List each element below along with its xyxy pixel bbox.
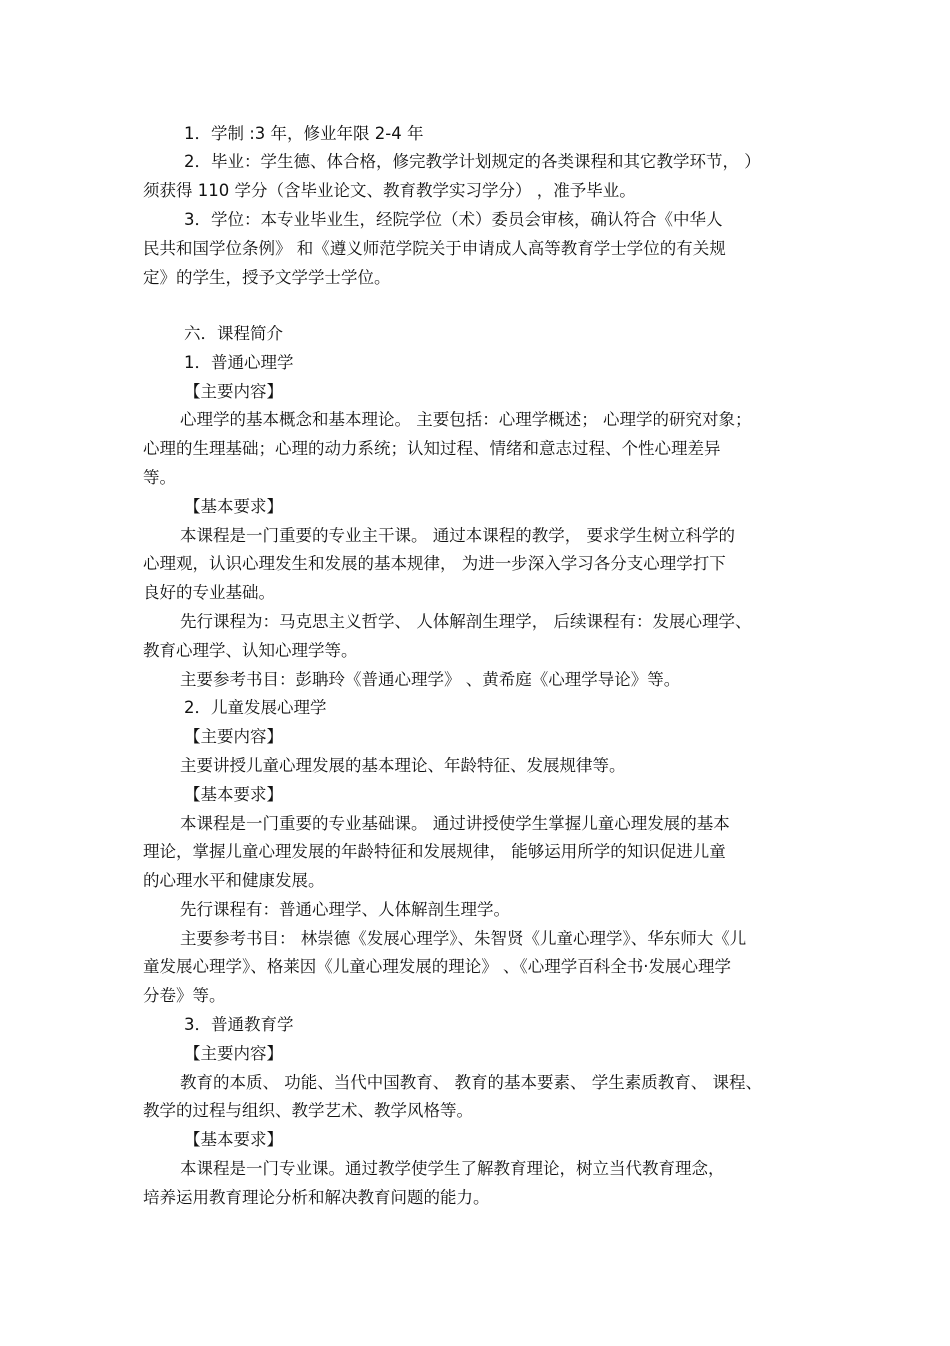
subheading: 【基本要求】	[184, 785, 283, 804]
text-line: 分卷》等。	[143, 986, 226, 1005]
text-line: 本课程是一门专业课。通过教学使学生了解教育理论，树立当代教育理念，	[180, 1159, 725, 1178]
text-line: 2．毕业：学生德、体合格，修完教学计划规定的各类课程和其它教学环节， ）	[184, 152, 761, 171]
text-line: 的心理水平和健康发展。	[143, 871, 325, 890]
text-line: 先行课程为：马克思主义哲学、 人体解剖生理学， 后续课程有：发展心理学、	[180, 612, 752, 631]
subheading: 【主要内容】	[184, 727, 283, 746]
text-line: 3．学位：本专业毕业生，经院学位（术）委员会审核，确认符合《中华人	[184, 210, 723, 229]
text-line: 本课程是一门重要的专业基础课。 通过讲授使学生掌握儿童心理发展的基本	[180, 814, 730, 833]
text-line: 教育心理学、认知心理学等。	[143, 641, 358, 660]
text-line: 心理观，认识心理发生和发展的基本规律， 为进一步深入学习各分支心理学打下	[143, 554, 726, 573]
text-line: 心理学的基本概念和基本理论。 主要包括：心理学概述； 心理学的研究对象；	[180, 410, 752, 429]
course-title: 2．儿童发展心理学	[184, 698, 327, 717]
text-line: 定》的学生，授予文学学士学位。	[143, 268, 391, 287]
text-line: 民共和国学位条例》 和《遵义师范学院关于申请成人高等教育学士学位的有关规	[143, 239, 726, 258]
text-line: 教育的本质、 功能、当代中国教育、 教育的基本要素、 学生素质教育、 课程、	[180, 1073, 762, 1092]
text-line: 良好的专业基础。	[143, 583, 275, 602]
subheading: 【主要内容】	[184, 1044, 283, 1063]
subheading: 【基本要求】	[184, 497, 283, 516]
text-line: 理论，掌握儿童心理发展的年龄特征和发展规律， 能够运用所学的知识促进儿童	[143, 842, 726, 861]
text-line: 童发展心理学》、格莱因《儿童心理发展的理论》 、《心理学百科全书·发展心理学	[143, 957, 731, 976]
text-line: 主要参考书目：彭聃玲《普通心理学》 、黄希庭《心理学导论》等。	[180, 670, 681, 689]
text-line: 主要讲授儿童心理发展的基本理论、年龄特征、发展规律等。	[180, 756, 626, 775]
course-title: 3．普通教育学	[184, 1015, 294, 1034]
text-line: 心理的生理基础；心理的动力系统；认知过程、情绪和意志过程、个性心理差异	[143, 439, 721, 458]
text-line: 1．学制 :3 年，修业年限 2-4 年	[184, 124, 424, 143]
course-title: 1．普通心理学	[184, 353, 294, 372]
text-line: 本课程是一门重要的专业主干课。 通过本课程的教学， 要求学生树立科学的	[180, 526, 735, 545]
text-line: 须获得 110 学分（含毕业论文、教育教学实习学分） ，准予毕业。	[143, 181, 636, 200]
subheading: 【基本要求】	[184, 1130, 283, 1149]
subheading: 【主要内容】	[184, 382, 283, 401]
section-heading: 六．课程简介	[184, 324, 283, 343]
text-line: 主要参考书目： 林崇德《发展心理学》、朱智贤《儿童心理学》、华东师大《儿	[180, 929, 747, 948]
text-line: 培养运用教育理论分析和解决教育问题的能力。	[143, 1188, 490, 1207]
text-line: 教学的过程与组织、教学艺术、教学风格等。	[143, 1101, 473, 1120]
text-line: 先行课程有：普通心理学、人体解剖生理学。	[180, 900, 510, 919]
text-line: 等。	[143, 468, 176, 487]
